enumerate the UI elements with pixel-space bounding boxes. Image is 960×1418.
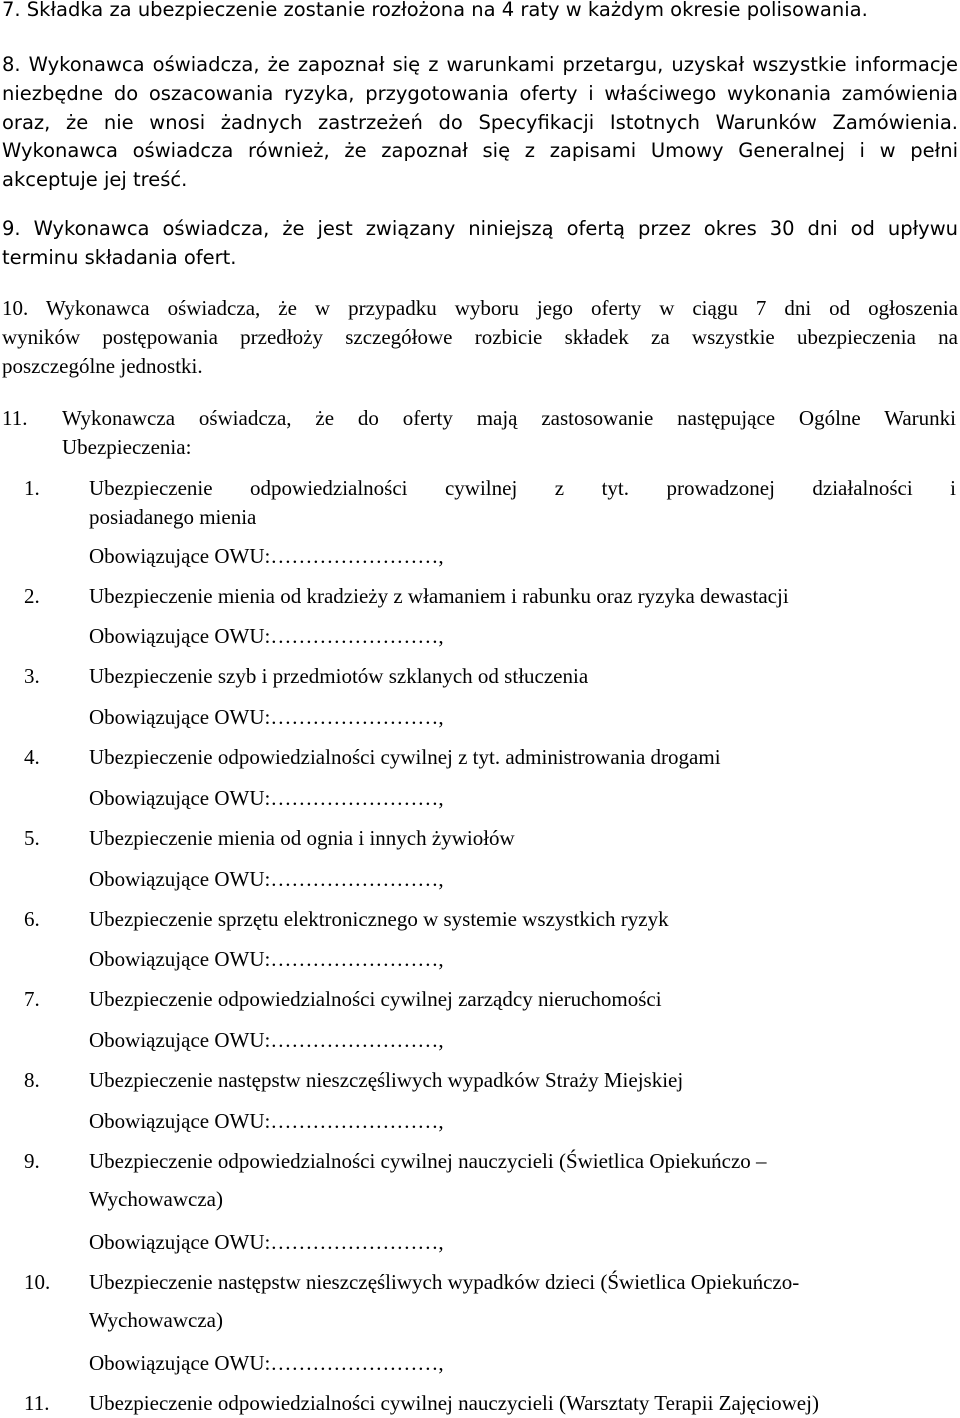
point-8-line-2: niezbędne do oszacowania ryzyka, przygotowania oferty i właściwego wykonania zamówienia xyxy=(2,82,958,105)
point-9-line-1: 9. Wykonawca oświadcza, że jest związany niniejszą ofertą przez okres 30 dni od upływu xyxy=(2,217,958,240)
owu-item-3-number: 3. xyxy=(24,664,40,688)
point-10-line-3: poszczególne jednostki. xyxy=(2,354,203,378)
owu-item-11-number: 11. xyxy=(24,1391,50,1415)
point-8-line-1: 8. Wykonawca oświadcza, że zapoznał się z warunkami przetargu, uzyskał wszystkie informacje xyxy=(2,53,958,76)
owu-item-5-line-1: Ubezpieczenie mienia od ognia i innych żywiołów xyxy=(89,826,515,850)
owu-item-2-number: 2. xyxy=(24,584,40,608)
owu-item-10-field: Obowiązujące OWU:……………………, xyxy=(89,1351,444,1375)
owu-item-3-field: Obowiązujące OWU:……………………, xyxy=(89,705,444,729)
owu-item-9-line-2: Wychowawcza) xyxy=(89,1187,223,1211)
owu-item-5-number: 5. xyxy=(24,826,40,850)
owu-item-2-line-1: Ubezpieczenie mienia od kradzieży z włamaniem i rabunku oraz ryzyka dewastacji xyxy=(89,584,789,608)
owu-item-7-number: 7. xyxy=(24,987,40,1011)
owu-item-2-field: Obowiązujące OWU:……………………, xyxy=(89,624,444,648)
owu-item-4-line-1: Ubezpieczenie odpowiedzialności cywilnej z tyt. administrowania drogami xyxy=(89,745,721,769)
point-11-number: 11. xyxy=(2,406,28,430)
owu-item-3-line-1: Ubezpieczenie szyb i przedmiotów szklanych od stłuczenia xyxy=(89,664,589,688)
owu-item-6-line-1: Ubezpieczenie sprzętu elektronicznego w systemie wszystkich ryzyk xyxy=(89,907,669,931)
point-8-line-3: oraz, że nie wnosi żadnych zastrzeżeń do Specyfikacji Istotnych Warunków Zamówienia. xyxy=(2,111,958,134)
point-8-line-5: akceptuje jej treść. xyxy=(2,168,188,191)
point-10-line-1: 10. Wykonawca oświadcza, że w przypadku wyboru jego oferty w ciągu 7 dni od ogłoszenia xyxy=(2,296,958,320)
owu-item-1-line-1: Ubezpieczenie odpowiedzialności cywilnej z tyt. prowadzonej działalności i xyxy=(89,476,956,500)
owu-item-4-field: Obowiązujące OWU:……………………, xyxy=(89,786,444,810)
point-7-text: 7. Składka za ubezpieczenie zostanie rozłożona na 4 raty w każdym okresie polisowania. xyxy=(2,0,868,21)
owu-item-8-field: Obowiązujące OWU:……………………, xyxy=(89,1109,444,1133)
owu-item-6-field: Obowiązujące OWU:……………………, xyxy=(89,947,444,971)
owu-item-11-line-1: Ubezpieczenie odpowiedzialności cywilnej nauczycieli (Warsztaty Terapii Zajęciowej) xyxy=(89,1391,819,1415)
owu-item-10-line-2: Wychowawcza) xyxy=(89,1308,223,1332)
owu-item-10-line-1: Ubezpieczenie następstw nieszczęśliwych wypadków dzieci (Świetlica Opiekuńczo- xyxy=(89,1270,800,1294)
point-11-line-2: Ubezpieczenia: xyxy=(62,435,192,459)
owu-item-8-number: 8. xyxy=(24,1068,40,1092)
owu-item-9-number: 9. xyxy=(24,1149,40,1173)
owu-item-1-line-2: posiadanego mienia xyxy=(89,505,257,529)
owu-item-8-line-1: Ubezpieczenie następstw nieszczęśliwych wypadków Straży Miejskiej xyxy=(89,1068,684,1092)
point-9-line-2: terminu składania ofert. xyxy=(2,246,237,269)
owu-item-7-line-1: Ubezpieczenie odpowiedzialności cywilnej zarządcy nieruchomości xyxy=(89,987,662,1011)
owu-item-1-field: Obowiązujące OWU:……………………, xyxy=(89,544,444,568)
owu-item-6-number: 6. xyxy=(24,907,40,931)
owu-item-5-field: Obowiązujące OWU:……………………, xyxy=(89,867,444,891)
point-8-line-4: Wykonawca oświadcza również, że zapoznał się z zapisami Umowy Generalnej i w pełni xyxy=(2,139,958,162)
owu-item-1-number: 1. xyxy=(24,476,40,500)
owu-item-9-line-1: Ubezpieczenie odpowiedzialności cywilnej nauczycieli (Świetlica Opiekuńczo – xyxy=(89,1149,767,1173)
owu-item-7-field: Obowiązujące OWU:……………………, xyxy=(89,1028,444,1052)
point-10-line-2: wyników postępowania przedłoży szczegółowe rozbicie składek za wszystkie ubezpieczenia na xyxy=(2,325,958,349)
owu-item-9-field: Obowiązujące OWU:……………………, xyxy=(89,1230,444,1254)
owu-item-10-number: 10. xyxy=(24,1270,51,1294)
owu-item-4-number: 4. xyxy=(24,745,40,769)
point-11-line-1: Wykonawcza oświadcza, że do oferty mają zastosowanie następujące Ogólne Warunki xyxy=(62,406,956,430)
